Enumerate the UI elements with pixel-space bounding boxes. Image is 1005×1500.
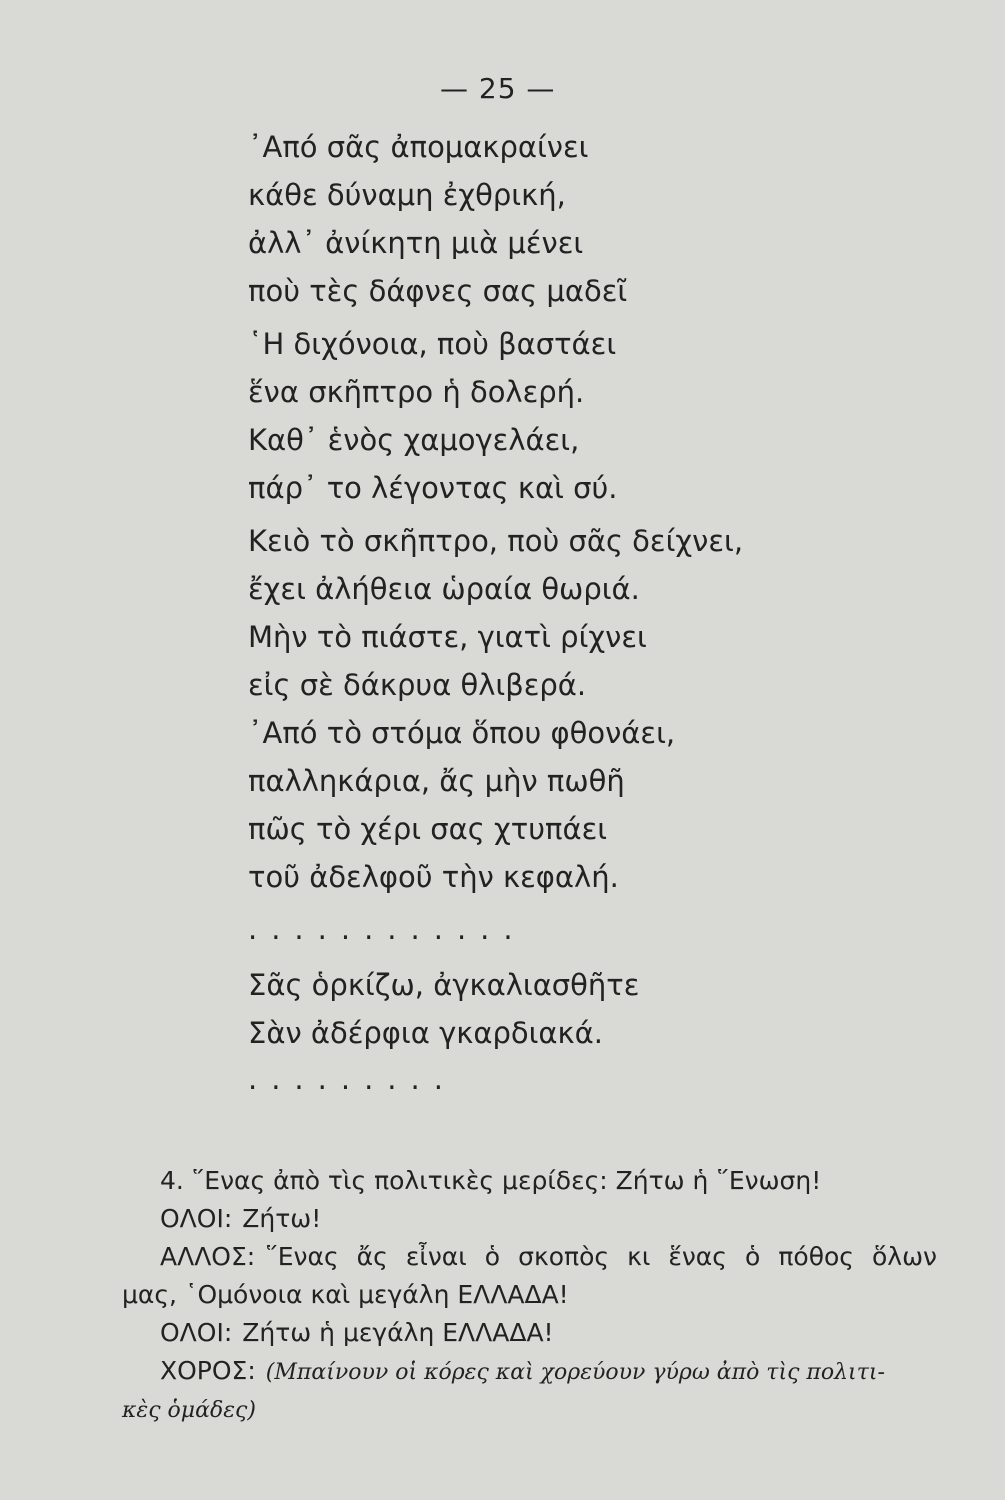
poem-line: πῶς τὸ χέρι σας χτυπάει bbox=[248, 812, 608, 846]
poem-line: Καθ᾿ ἑνὸς χαμογελάει, bbox=[248, 423, 580, 457]
chorus-line: Σᾶς ὁρκίζω, ἀγκαλιασθῆτε bbox=[248, 968, 640, 1002]
poem bbox=[248, 128, 743, 1098]
poem-line: ῾Η διχόνοια, ποὺ βαστάει bbox=[248, 327, 617, 361]
poem-line: πάρ᾿ το λέγοντας καὶ σύ. bbox=[248, 471, 618, 505]
stanza-3 bbox=[248, 522, 743, 896]
poem-line: εἰς σὲ δάκρυα θλιβερά. bbox=[248, 668, 587, 702]
poem-line: ᾿Από σᾶς ἀπομακραίνει bbox=[248, 130, 589, 164]
dialogue-text: Ζήτω! bbox=[242, 1204, 322, 1233]
dialogue-line bbox=[122, 1238, 937, 1276]
poem-line: ἕνα σκῆπτρο ἡ δολερή. bbox=[248, 375, 585, 409]
speaker-label: ΑΛΛΟΣ: bbox=[160, 1242, 256, 1271]
poem-line: ἀλλ᾿ ἀνίκητη μιὰ μένει bbox=[248, 226, 584, 260]
chorus-line: Σὰν ἀδέρφια γκαρδιακά. bbox=[248, 1016, 603, 1050]
poem-line: Κειὸ τὸ σκῆπτρο, ποὺ σᾶς δείχνει, bbox=[248, 524, 744, 558]
stage-direction: κὲς ὁμάδες) bbox=[122, 1398, 256, 1423]
speaker-label: ΟΛΟΙ: bbox=[160, 1204, 233, 1233]
poem-line: τοῦ ἀδελφοῦ τὴν κεφαλή. bbox=[248, 860, 619, 894]
dialogue-line bbox=[122, 1352, 937, 1392]
dialogue-text: Ζήτω ἡ μεγάλη ΕΛΛΑΔΑ! bbox=[242, 1318, 554, 1347]
stage-direction: (Μπαίνουν οἱ κόρες καὶ χορεύουν γύρω ἀπὸ τὶς πολιτι- bbox=[265, 1360, 885, 1385]
dialogue-line: 4. ῞Ενας ἀπὸ τὶς πολιτικὲς μερίδες: Ζήτω ἡ ῞Ενωση! bbox=[160, 1166, 822, 1195]
ellipsis-separator: ............ bbox=[248, 912, 527, 946]
dialogue-line bbox=[122, 1200, 937, 1238]
speaker-label: ΧΟΡΟΣ: bbox=[160, 1356, 256, 1385]
page-number: — 25 — bbox=[440, 72, 556, 105]
poem-line: κάθε δύναμη ἐχθρική, bbox=[248, 178, 566, 212]
poem-line: ποὺ τὲς δάφνες σας μαδεῖ bbox=[248, 274, 628, 308]
stanza-1 bbox=[248, 128, 743, 310]
poem-line: ᾿Από τὸ στόμα ὅπου φθονάει, bbox=[248, 716, 676, 750]
ellipsis-separator: ......... bbox=[248, 1062, 457, 1096]
poem-line: παλληκάρια, ἄς μὴν πωθῆ bbox=[248, 764, 625, 798]
poem-line: Μὴν τὸ πιάστε, γιατὶ ρίχνει bbox=[248, 620, 647, 654]
speaker-label: ΟΛΟΙ: bbox=[160, 1318, 233, 1347]
dialogue-line bbox=[122, 1314, 937, 1352]
poem-line: ἔχει ἀλήθεια ὡραία θωριά. bbox=[248, 572, 640, 606]
dialogue-text: ῞Ενας ἄς εἶναι ὁ σκοπὸς κι ἕνας ὁ πόθος ὅλων bbox=[265, 1242, 937, 1271]
dialogue-line: μας, ῾Ομόνοια καὶ μεγάλη ΕΛΛΑΔΑ! bbox=[122, 1280, 569, 1309]
stanza-2 bbox=[248, 325, 743, 507]
dialogue-block bbox=[122, 1162, 937, 1430]
